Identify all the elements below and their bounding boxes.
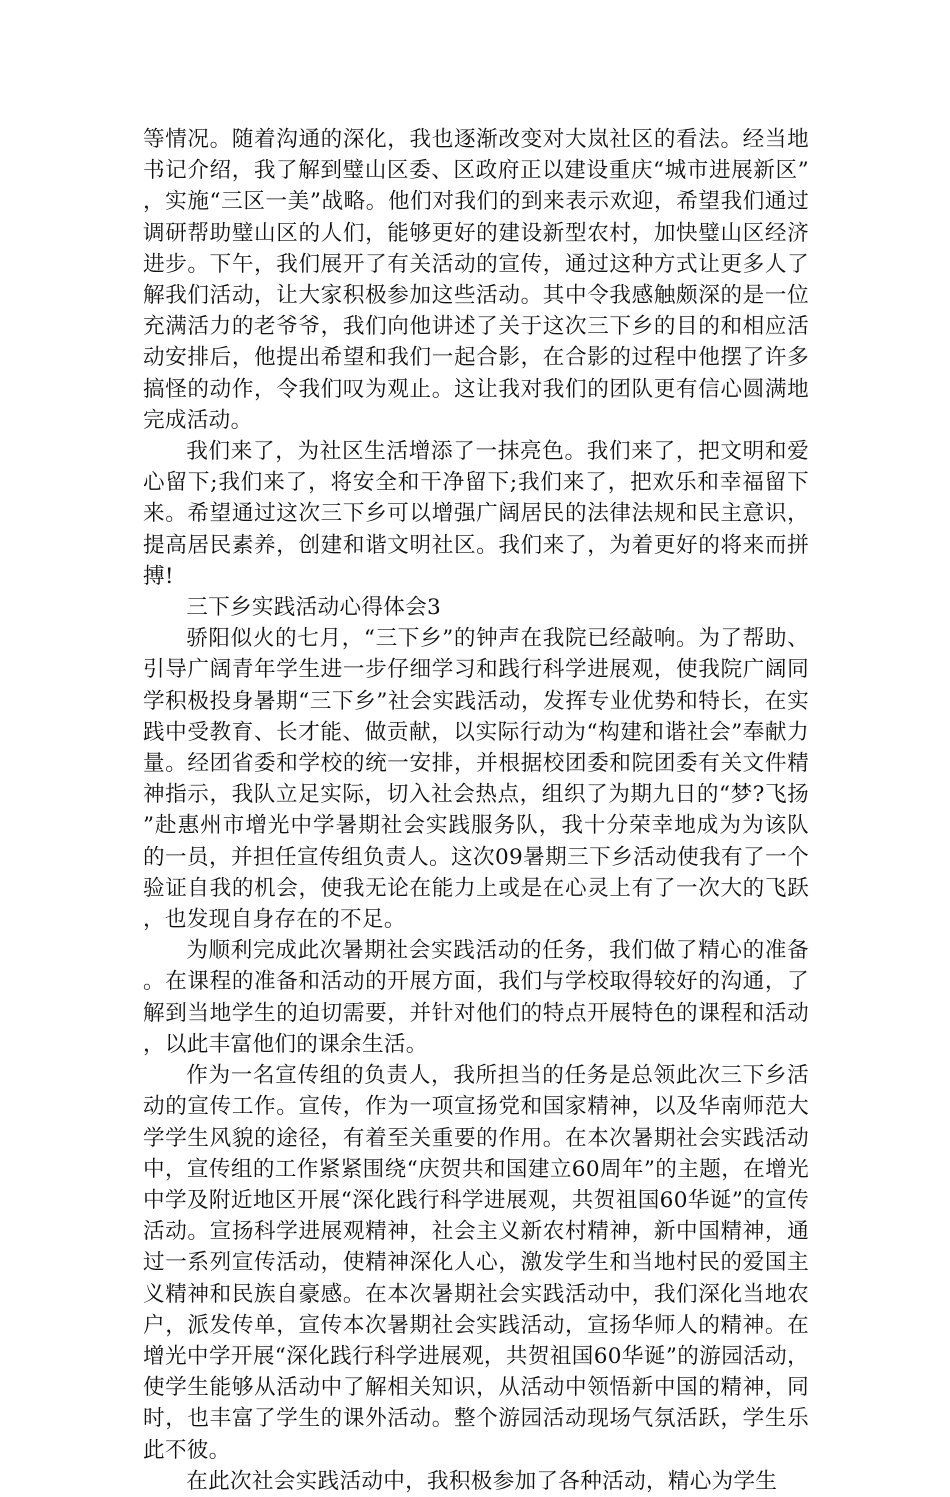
paragraph-july: 骄阳似火的七月，“三下乡”的钟声在我院已经敲响。为了帮助、引导广阔青年学生进一步仔细学习和践行科学进展观，使我院广阔同学积极投身暑期“三下乡”社会实践活动，发挥专业优势和特长，在实践中受教育、长才能、做贡献，以实际行动为“构建和谐社会”奉献力量。经团省委和学校的统一安排，并根据校团委和院团委有关文件精神指示，我队立足实际，切入社会热点，组织了为期九日的“梦?飞扬”赴惠州市增光中学暑期社会实践服务队，我十分荣幸地成为为该队的一员，并担任宣传组负责人。这次09暑期三下乡活动使我有了一个验证自我的机会，使我无论在能力上或是在心灵上有了一次大的飞跃，也发现自身存在的不足。 — [143, 626, 809, 933]
paragraph-preparation: 为顺利完成此次暑期社会实践活动的任务，我们做了精心的准备。在课程的准备和活动的开展方面，我们与学校取得较好的沟通，了解到当地学生的迫切需要，并针对他们的特点开展特色的课程和活动，以此丰富他们的课余生活。 — [143, 938, 809, 1057]
section-heading: 三下乡实践活动心得体会3 — [186, 595, 442, 621]
paragraph-publicity: 作为一名宣传组的负责人，我所担当的任务是总领此次三下乡活动的宣传工作。宣传，作为一项宣扬党和国家精神，以及华南师范大学学生风貌的途径，有着至关重要的作用。在本次暑期社会实践活动中，宣传组的工作紧紧围绕“庆贺共和国建立60周年”的主题，在增光中学及附近地区开展“深化践行科学进展观，共贺祖国60华诞”的宣传活动。宣扬科学进展观精神，社会主义新农村精神，新中国精神，通过一系列宣传活动，使精神深化人心，激发学生和当地村民的爱国主义精神和民族自豪感。在本次暑期社会实践活动中，我们深化当地农户，派发传单，宣传本次暑期社会实践活动，宣扬华师人的精神。在增光中学开展“深化践行科学进展观，共贺祖国60华诞”的游园活动，使学生能够从活动中了解相关知识，从活动中领悟新中国的精神，同时，也丰富了学生的课外活动。整个游园活动现场气氛活跃，学生乐此不彼。 — [143, 1063, 809, 1463]
document-body — [143, 124, 809, 1497]
paragraph-we-came: 我们来了，为社区生活增添了一抹亮色。我们来了，把文明和爱心留下;我们来了，将安全和干净留下;我们来了，把欢乐和幸福留下来。希望通过这次三下乡可以增强广阔居民的法律法规和民主意识，提高居民素养，创建和谐文明社区。我们来了，为着更好的将来而拼搏! — [143, 439, 809, 589]
paragraph-participation: 在此次社会实践活动中，我积极参加了各种活动，精心为学生 — [186, 1468, 778, 1494]
paragraph-intro-continuation: 等情况。随着沟通的深化，我也逐渐改变对大岚社区的看法。经当地书记介绍，我了解到璧山区委、区政府正以建设重庆“城市进展新区”，实施“三区一美”战略。他们对我们的到来表示欢迎，希望我们通过调研帮助璧山区的人们，能够更好的建设新型农村，加快璧山区经济进步。下午，我们展开了有关活动的宣传，通过这种方式让更多人了解我们活动，让大家积极参加这些活动。其中令我感触颇深的是一位充满活力的老爷爷，我们向他讲述了关于这次三下乡的目的和相应活动安排后，他提出希望和我们一起合影，在合影的过程中他摆了许多搞怪的动作，令我们叹为观止。这让我对我们的团队更有信心圆满地完成活动。 — [143, 127, 809, 433]
